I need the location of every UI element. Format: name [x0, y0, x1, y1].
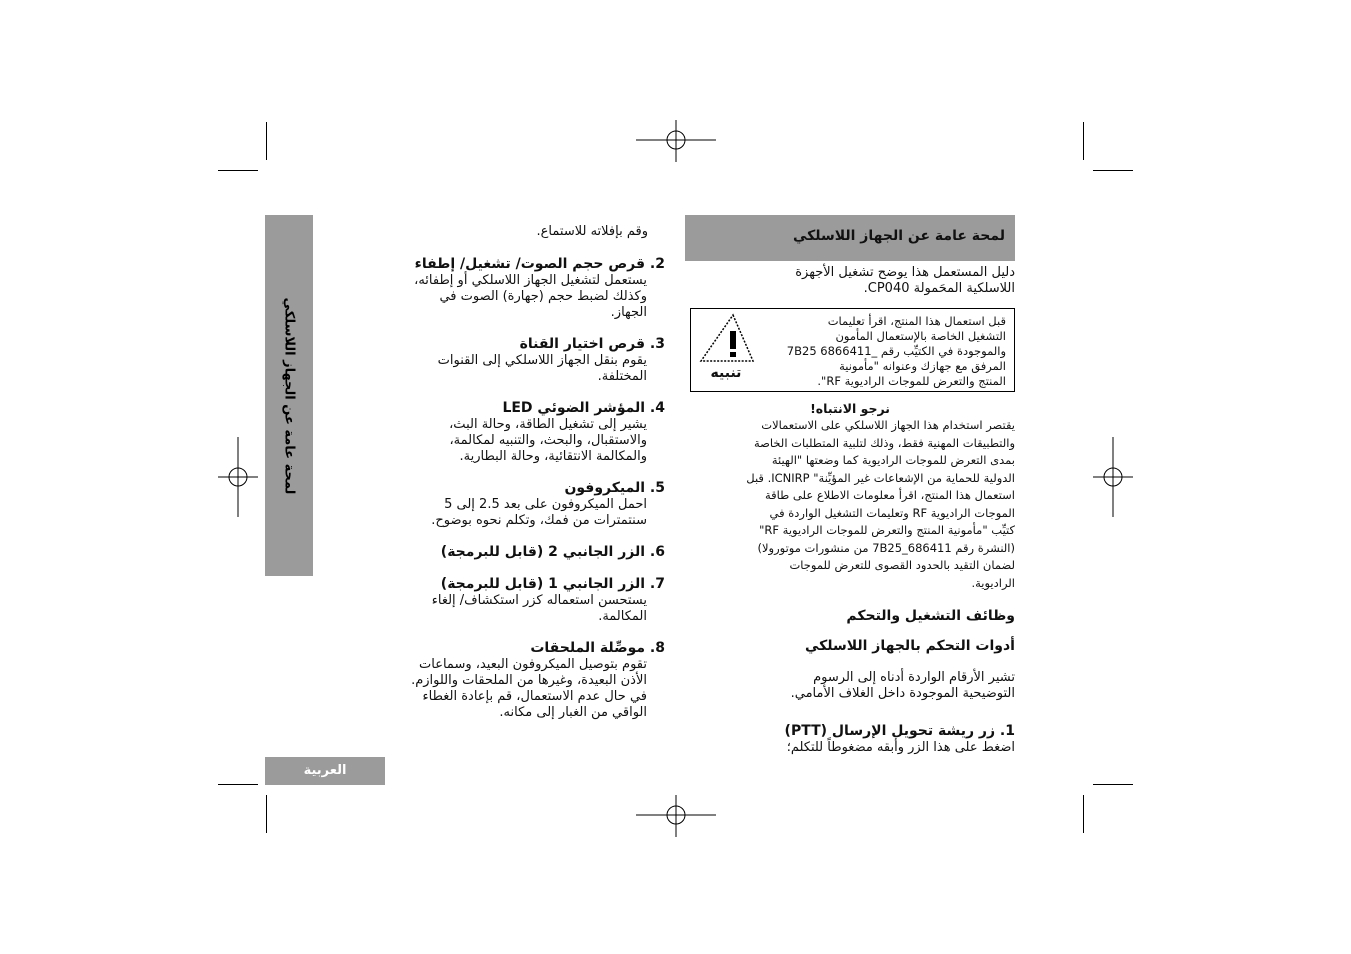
controls-heading: أدوات التحكم بالجهاز اللاسلكي [804, 638, 1015, 654]
intro-paragraph [700, 265, 1015, 297]
caution-text [761, 314, 1006, 389]
control-item-line: الواقي من الغبار إلى مكانه. [499, 705, 647, 720]
caution-line: المنتج والتعرض للموجات الراديوية RF". [817, 374, 1006, 388]
control-item-title-text: زر ريشة تحويل الإرسال (PTT) [784, 723, 996, 739]
control-item-title-text: موصِّلة الملحقات [530, 640, 646, 656]
attention-line: (النشرة رقم 7B25_686411 من منشورات موتورولا) [757, 540, 1015, 555]
control-item-line: والاستقبال، والبحث، والتنبيه لمكالمة، [449, 433, 647, 448]
control-item-4 [330, 399, 665, 465]
control-item-line: يقوم بنقل الجهاز اللاسلكي إلى القنوات [437, 353, 647, 368]
control-item-number: 8. [649, 640, 665, 656]
control-item-line: سنتمترات من فمك، وتكلم نحوه بوضوح. [431, 513, 647, 528]
control-item-2 [330, 255, 665, 321]
control-item-title-text: الميكروفون [564, 480, 646, 496]
caution-line: والموجودة في الكتيِّب رقم _6866411 7B25 [786, 344, 1006, 358]
control-item-number: 6. [649, 544, 665, 560]
control-item-title-text: قرص اختيار القناة [519, 336, 646, 352]
control-item-title-text: الزر الجانبي 2 (قابل للبرمجة) [440, 544, 646, 560]
control-item-line: يشير إلى تشغيل الطاقة، وحالة البث، [449, 417, 647, 432]
control-item-line: والمكالمة الانتقائية، وحالة البطارية. [459, 449, 647, 464]
control-item-line: يستعمل لتشغيل الجهاز اللاسلكي أو إطفائه، [414, 273, 647, 288]
control-item-6 [330, 543, 665, 561]
controls-intro-line: التوضيحية الموجودة داخل الغلاف الأمامي. [790, 686, 1015, 701]
caution-line: قبل استعمال هذا المنتج، اقرأ تعليمات [827, 314, 1006, 328]
control-item-line: الجهاز. [610, 305, 647, 320]
control-item-number: 5. [649, 480, 665, 496]
registration-mark-left [218, 437, 258, 517]
side-tab-label: لمحة عامة عن الجهاز اللاسلكي [281, 297, 297, 494]
control-item-7 [330, 575, 665, 625]
attention-line: والتطبيقات المهنية فقط، وذلك لتلبية المتطلبات الخاصة [753, 435, 1015, 450]
attention-line: الموجات الراديوية RF وتعليمات التشغيل الواردة في [769, 505, 1015, 520]
attention-line: الدولية للحماية من الإشعاعات غير المؤيِّنة" ICNIRP. قبل [746, 470, 1015, 485]
control-item-line: في حال عدم الاستعمال، قم بإعادة الغطاء [422, 689, 647, 704]
control-item-title-text: المؤشر الضوئي LED [502, 400, 646, 416]
control-item-number: 4. [649, 400, 665, 416]
intro-line: اللاسلكية المحَمولة CP040. [863, 281, 1015, 296]
control-item-title [700, 722, 1015, 740]
control-item-number: 7. [649, 576, 665, 592]
section-title-bar [685, 215, 1015, 261]
controls-intro [700, 670, 1015, 702]
functions-heading: وظائف التشغيل والتحكم [846, 608, 1015, 624]
warning-triangle-icon [697, 313, 755, 365]
control-item-title-text: قرص حجم الصوت/ تشغيل/ إطفاء [414, 256, 646, 272]
attention-line: يقتصر استخدام هذا الجهاز اللاسلكي على الاستعمالات [761, 418, 1015, 432]
caution-label: تنبيه [710, 365, 742, 381]
control-item-line: المكالمة. [598, 609, 647, 624]
control-item-1 [700, 722, 1015, 756]
control-item-3 [330, 335, 665, 385]
caution-line: المرفق مع جهازك وعنوانه "مأمونية [839, 359, 1006, 373]
control-items-list [330, 255, 665, 721]
attention-line: لضمان التقيد بالحدود القصوى للتعرض للموجات [789, 558, 1015, 572]
control-item-5 [330, 479, 665, 529]
control-item-line: اضغط على هذا الزر وأبقه مضغوطاً للتكلم؛ [786, 740, 1015, 755]
control-item-number: 1. [999, 723, 1015, 739]
control-item-line: احمل الميكروفون على بعد 2.5 إلى 5 [444, 497, 647, 512]
attention-block [685, 401, 1015, 592]
registration-mark-right [1093, 437, 1133, 517]
control-item-line: يستحسن استعماله كزر استكشاف/ إلغاء [431, 593, 647, 608]
language-tab: العربية [265, 757, 385, 785]
caution-box [690, 308, 1015, 392]
controls-intro-line: تشير الأرقام الواردة أدناه إلى الرسوم [813, 670, 1015, 685]
control-item-number: 2. [649, 256, 665, 272]
attention-line: كتيِّب "مأمونية المنتج والتعرض للموجات الراديوية RF" [759, 523, 1015, 537]
control-item-title-text: الزر الجانبي 1 (قابل للبرمجة) [440, 576, 646, 592]
control-item-number: 3. [649, 336, 665, 352]
section-title: لمحة عامة عن الجهاز اللاسلكي [792, 228, 1005, 244]
continuation-text: وقم بإفلاته للاستماع. [536, 224, 648, 239]
attention-line: الراديوية. [971, 575, 1015, 590]
control-item-body [700, 740, 1015, 756]
registration-mark-bottom [636, 795, 716, 837]
attention-line: بمدى التعرض للموجات الراديوية كما وضعتها "الهيئة [771, 453, 1015, 467]
attention-line: استعمال هذا المنتج، اقرأ معلومات الاطلاع على طاقة [764, 488, 1015, 502]
side-tab [265, 215, 313, 576]
control-item-8 [330, 639, 665, 721]
caution-line: التشغيل الخاصة بالإستعمال المأمون [835, 329, 1006, 343]
control-item-line: الأذن البعيدة، وغيرها من الملحقات واللوازم. [411, 673, 647, 688]
control-item-line: تقوم بتوصيل الميكروفون البعيد، وسماعات [419, 657, 647, 672]
control-item-line: المختلفة. [597, 369, 647, 384]
registration-mark-top [636, 120, 716, 162]
attention-title: نرجو الانتباه! [810, 401, 890, 416]
control-item-line: وكذلك لضبط حجم (جهارة) الصوت في [439, 289, 647, 304]
intro-line: دليل المستعمل هذا يوضح تشغيل الأجهزة [795, 265, 1015, 280]
